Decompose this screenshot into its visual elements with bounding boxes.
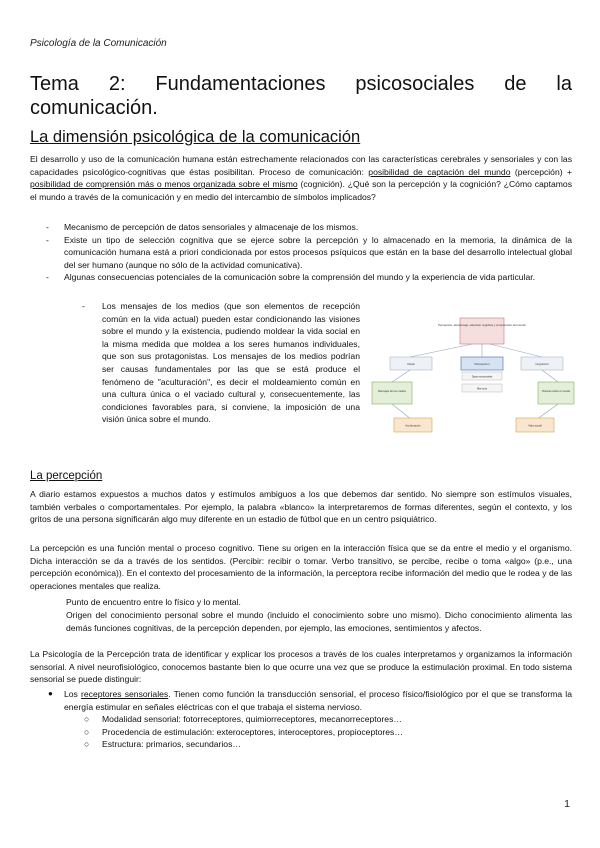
- circle-item-text: Procedencia de estimulación: exteroceptores, interoceptores, propioceptores…: [102, 726, 403, 737]
- diagram-far-right-label: Visiones sobre el mundo: [541, 390, 571, 393]
- dash-item-text: Algunas consecuencias potenciales de la comunicación sobre la comprensión del mundo y la experiencia de vida particular.: [64, 272, 536, 283]
- intro-underline-cognition: posibilidad de comprensión más o menos organizada sobre el mismo: [30, 179, 298, 190]
- diagram-left-label: Visión: [406, 362, 416, 366]
- circle-item-text: Estructura: primarios, secundarios…: [102, 739, 241, 750]
- perception-heading: La percepción: [30, 470, 103, 482]
- diagram-top-box: [460, 318, 504, 344]
- circle-item-text: Modalidad sensorial: fotorreceptores, quimiorreceptores, mecanorreceptores…: [102, 714, 402, 725]
- dash-item: - Algunas consecuencias potenciales de la comunicación sobre la comprensión del mundo y la experiencia de vida particular.: [46, 272, 536, 283]
- receptors-list: [30, 688, 572, 751]
- dash-item: - Existe un tipo de selección cognitiva que se ejerce sobre la percepción y lo almacenado en la memoria, la dinámica de la comunicación humana está a priori condicionada por estos procesos psíquicos que están en la base del desarrollo intelectual global del ser humano (aunque no sólo de la actividad comunicativa).: [46, 234, 572, 270]
- title-line-1: Tema 2: Fundamentaciones psicosociales de la: [30, 73, 572, 95]
- course-header: Psicología de la Comunicación: [30, 38, 167, 49]
- diagram-top-label: Percepción, almacenaje, selección cognitiva y comprensión del mundo: [438, 323, 526, 327]
- diagram-far-left-label: Mensajes de los medios: [378, 390, 406, 393]
- dash-item: - Mecanismo de percepción de datos sensoriales y almacenaje de los mismos.: [46, 222, 359, 232]
- bullet-text-post: . Tienen como función la transducción sensorial, el proceso físico/fisiológico por el que se transforma la energía estimular en señales eléctricas con el que trabaja el sistema nervioso.: [64, 689, 572, 712]
- diagram-far-left-box: [372, 382, 412, 404]
- intro-text-a: El desarrollo y uso de la comunicación humana están estrechamente relacionados con las características cerebrales y sensoriales y con las capacidades psicológico-cognitivas que éstas posibilitan. Proceso de comunicación:: [30, 154, 572, 177]
- diagram-far-right-box: [538, 382, 574, 404]
- perception-indent-2: Origen del conocimiento personal sobre el mundo (incluido el conocimiento sobre uno mismo). Dicho conocimiento alimenta las demás funciones cognitivas, de la percepción dependen, por ejemplo, las emociones, sentimientos y afectos.: [66, 610, 572, 633]
- receptors-link: receptores sensoriales: [81, 689, 169, 699]
- diagram-bottom-right-label: Vida social: [528, 423, 542, 428]
- list-item: ○ Modalidad sensorial: fotorreceptores, quimiorreceptores, mecanorreceptores…: [84, 714, 402, 725]
- intro-text-e: (cognición). ¿Qué son la percepción y la cognición? ¿Cómo captamos el mundo a través de la comunicación y en medio del intercambio de símbolos implicados?: [30, 179, 572, 202]
- diagram-bottom-left-label: Aculturación: [405, 423, 421, 428]
- perception-paragraph-2: La percepción es una función mental o proceso cognitivo. Tiene su origen en la interacción física que se da entre el medio y el organismo. Dicha interacción se da a través de los sentidos. (Percibir: recibir o tomar. Verbo transitivo, se percibe, recibe o toma «algo» (p.e., una percepción económica)). En el contexto del procesamiento de la información, la perceptora recibe información del medio que le rodea y de las operaciones mentales que realiza.: [30, 543, 572, 591]
- perception-paragraph-3: La Psicología de la Percepción trata de identificar y explicar los procesos a través de los cuales interpretamos y organizamos la información sensorial. A nivel neurofisiológico, conocemos bastante bien lo que ocurre una vez que se produce la estimulación proximal. En todo sistema sensorial se puede distinguir:: [30, 649, 572, 685]
- list-item: ○ Estructura: primarios, secundarios…: [84, 739, 241, 750]
- diagram-right-label: Cognición: [535, 362, 549, 366]
- intro-text-c: (percepción) +: [510, 166, 572, 177]
- page-title: [30, 72, 572, 120]
- dash-list: [30, 221, 572, 284]
- diagram-center-label: Percepción: [474, 362, 490, 366]
- diagram-mid-a-label: Datos sensoriales: [471, 375, 493, 379]
- list-item: ○ Procedencia de estimulación: exteroceptores, interoceptores, propioceptores…: [84, 726, 403, 737]
- dash-item-text: Mecanismo de percepción de datos sensoriales y almacenaje de los mismos.: [64, 222, 359, 232]
- page-number: 1: [564, 798, 570, 810]
- intro-paragraph: [30, 153, 572, 203]
- perception-paragraph-1: A diario estamos expuestos a muchos datos y estímulos ambiguos a los que debemos dar sentido. No siempre son estímulos visuales, también verbales o comportamentales. Por ejemplo, la palabra «blanco» la interpretaremos de formas diferentes, según el contexto, y los gritos de una persona significarán algo muy diferente en un estadio de fútbol que en un centro psiquiátrico.: [30, 489, 572, 525]
- media-messages-item: - Los mensajes de los medios (que son elementos de recepción común en la vida actual) pueden estar condicionando las visiones sobre el mundo y la existencia, pudiendo moldear la vida social en la misma medida que moldea a los seres humanos individuales, que son sus protagonistas. Los mensajes de los medios podrían ser causas fundamentales por las que se está produce el fenómeno de "aculturación", es decir el moldeamiento común en una cultura única o el vaciado cultural y, consecuentemente, las condiciones favorables para, si conviene, la imposición de una visión única sobre el mundo.: [82, 301, 360, 425]
- title-line-2: comunicación.: [30, 97, 158, 119]
- intro-underline-perception: posibilidad de captación del mundo: [368, 166, 511, 177]
- diagram-mid-b-label: Memoria: [476, 387, 488, 391]
- section-heading: La dimensión psicológica de la comunicación: [30, 128, 361, 146]
- concept-diagram: [370, 312, 575, 434]
- dash-item-text: Existe un tipo de selección cognitiva que se ejerce sobre la percepción y lo almacenado en la memoria, la dinámica de la comunicación humana está a priori condicionada por estos procesos psíquicos que están en la base del desarrollo intelectual global del ser humano (aunque no sólo de la actividad comunicativa).: [64, 234, 572, 270]
- media-messages-text: Los mensajes de los medios (que son elementos de recepción común en la vida actual) pueden estar condicionando las visiones sobre el mundo y la existencia, pudiendo moldear la vida social en la misma medida que moldea a los seres humanos individuales, que son sus protagonistas. Los mensajes de los medios podrían ser causas fundamentales por las que se está produce el fenómeno de "aculturación", es decir el moldeamiento común en una cultura única o el vaciado cultural y, consecuentemente, las condiciones favorables para, si conviene, la imposición de una visión única sobre el mundo.: [102, 301, 360, 425]
- list-item: ● Los receptores sensoriales. Tienen como función la transducción sensorial, el proceso físico/fisiológico por el que se transforma la energía estimular en señales eléctricas con el que trabaja el sistema nervioso.: [48, 689, 572, 712]
- bullet-text-pre: Los: [64, 689, 81, 699]
- perception-indent-1: Punto de encuentro entre lo físico y lo mental.: [66, 597, 241, 607]
